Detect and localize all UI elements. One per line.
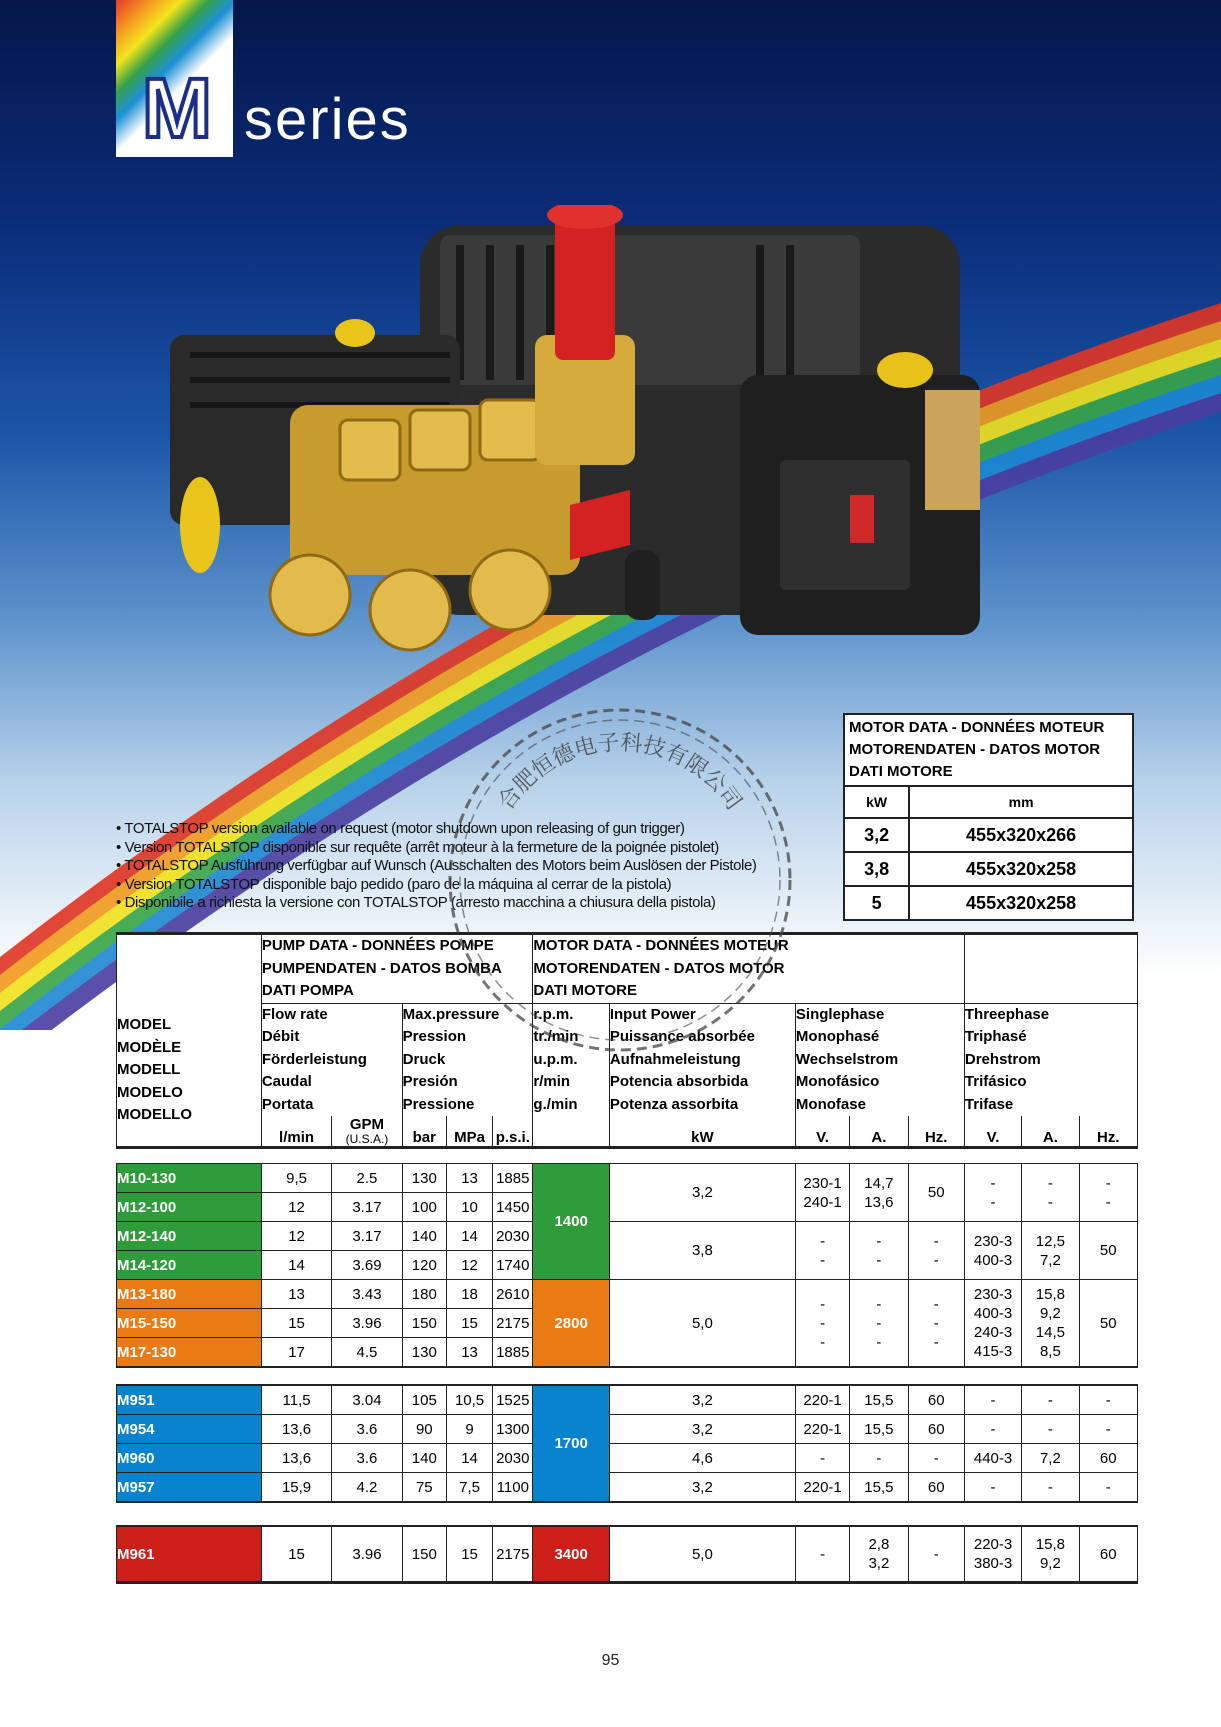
pressure-psi: 2030 — [493, 1222, 533, 1251]
power-kw: 4,6 — [609, 1444, 795, 1473]
pressure-bar: 150 — [402, 1526, 446, 1583]
pressure-mpa: 9 — [446, 1415, 492, 1444]
table-row — [117, 1473, 1138, 1503]
page-number: 95 — [601, 1652, 620, 1669]
table-separator — [117, 1502, 1138, 1526]
model-name: M15-150 — [117, 1309, 262, 1338]
unit-kw: kW — [609, 1116, 795, 1148]
model-name: M961 — [117, 1526, 262, 1583]
table-row — [117, 1222, 1138, 1251]
three-hz: - — [1079, 1385, 1137, 1415]
pressure-bar: 100 — [402, 1193, 446, 1222]
unit-three-v: V. — [964, 1116, 1021, 1148]
single-v: 220-1 — [795, 1385, 849, 1415]
model-name: M12-140 — [117, 1222, 262, 1251]
pressure-psi: 1885 — [493, 1338, 533, 1368]
series-logo — [116, 0, 233, 157]
stamp-text: 合肥恒德电子科技有限公司 — [493, 730, 747, 815]
flow-lmin: 11,5 — [261, 1385, 331, 1415]
pressure-bar: 90 — [402, 1415, 446, 1444]
pressure-mpa: 15 — [446, 1526, 492, 1583]
model-name: M954 — [117, 1415, 262, 1444]
three-a: 15,8 9,2 14,5 8,5 — [1022, 1280, 1079, 1368]
pressure-psi: 1885 — [493, 1164, 533, 1193]
flow-lmin: 12 — [261, 1222, 331, 1251]
dims-mm: 455x320x266 — [909, 818, 1133, 852]
flow-gpm: 3.17 — [332, 1222, 402, 1251]
power-kw: 3,2 — [609, 1415, 795, 1444]
table-separator — [117, 1367, 1138, 1385]
note-line: • Disponibile a richiesta la versione con TOTALSTOP (arresto macchina a chiusura della pistola) — [116, 894, 716, 912]
power-kw: 5,0 — [609, 1280, 795, 1368]
pressure-psi: 2610 — [493, 1280, 533, 1309]
rpm-value: 1700 — [533, 1385, 609, 1502]
pressure-bar: 130 — [402, 1164, 446, 1193]
pressure-psi: 2175 — [493, 1526, 533, 1583]
single-v: 220-1 — [795, 1473, 849, 1503]
table-row — [117, 1415, 1138, 1444]
single-hz: - - — [908, 1222, 964, 1280]
rpm-value: 1400 — [533, 1164, 609, 1280]
single-v: - - - — [795, 1280, 849, 1368]
pressure-psi: 2175 — [493, 1309, 533, 1338]
three-a: 12,5 7,2 — [1022, 1222, 1079, 1280]
power-kw: 5,0 — [609, 1526, 795, 1583]
header-spacer — [964, 934, 1137, 1004]
flow-lmin: 14 — [261, 1251, 331, 1280]
unit-single-hz: Hz. — [908, 1116, 964, 1148]
table-row — [117, 1385, 1138, 1415]
single-a: - - — [850, 1222, 908, 1280]
three-v: 230-3 400-3 240-3 415-3 — [964, 1280, 1021, 1368]
flow-gpm: 4.5 — [332, 1338, 402, 1368]
motor-data-header: MOTOR DATA - DONNÉES MOTEUR MOTORENDATEN - DATOS MOTOR DATI MOTORE — [533, 934, 964, 1004]
model-name: M951 — [117, 1385, 262, 1415]
unit-lmin: l/min — [261, 1116, 331, 1148]
pressure-bar: 75 — [402, 1473, 446, 1503]
series-title: series — [244, 87, 411, 152]
threephase-header: Threephase Triphasé Drehstrom Trifásico Trifase — [964, 1003, 1137, 1116]
pressure-mpa: 10 — [446, 1193, 492, 1222]
single-hz: - — [908, 1444, 964, 1473]
rpm-header: r.p.m. tr./min u.p.m. r/min g./min — [533, 1003, 609, 1116]
pressure-mpa: 14 — [446, 1444, 492, 1473]
pressure-header: Max.pressure Pression Druck Presión Pressione — [402, 1003, 533, 1116]
single-a: 15,5 — [850, 1385, 908, 1415]
dims-mm: 455x320x258 — [909, 886, 1133, 920]
three-a: 15,8 9,2 — [1022, 1526, 1079, 1583]
flow-lmin: 17 — [261, 1338, 331, 1368]
flow-gpm: 2.5 — [332, 1164, 402, 1193]
three-a: - - — [1022, 1164, 1079, 1222]
unit-three-a: A. — [1022, 1116, 1079, 1148]
single-v: 230-1 240-1 — [795, 1164, 849, 1222]
single-v: 220-1 — [795, 1415, 849, 1444]
dims-kw: 5 — [844, 886, 909, 920]
flow-gpm: 3.69 — [332, 1251, 402, 1280]
pump-motor-image — [160, 205, 1040, 725]
pressure-mpa: 15 — [446, 1309, 492, 1338]
pressure-mpa: 12 — [446, 1251, 492, 1280]
power-kw: 3,2 — [609, 1385, 795, 1415]
pressure-psi: 1525 — [493, 1385, 533, 1415]
model-name: M12-100 — [117, 1193, 262, 1222]
flow-gpm: 3.96 — [332, 1526, 402, 1583]
unit-kw: kW — [844, 786, 909, 818]
single-a: 2,8 3,2 — [850, 1526, 908, 1583]
three-hz: - - — [1079, 1164, 1137, 1222]
single-hz: 60 — [908, 1385, 964, 1415]
three-hz: 60 — [1079, 1444, 1137, 1473]
singlephase-header: Singlephase Monophasé Wechselstrom Monofásico Monofase — [795, 1003, 964, 1116]
three-a: - — [1022, 1473, 1079, 1503]
single-a: - - - — [850, 1280, 908, 1368]
flow-lmin: 15 — [261, 1309, 331, 1338]
pump-data-header: PUMP DATA - DONNÉES POMPE PUMPENDATEN - DATOS BOMBA DATI POMPA — [261, 934, 533, 1004]
unit-psi: p.s.i. — [493, 1116, 533, 1148]
flow-lmin: 15,9 — [261, 1473, 331, 1503]
dims-mm: 455x320x258 — [909, 852, 1133, 886]
note-line: • TOTALSTOP version available on request (motor shutdown upon releasing of gun trigger) — [116, 820, 685, 837]
table-row — [117, 1280, 1138, 1309]
three-v: - — [964, 1473, 1021, 1503]
single-a: 15,5 — [850, 1473, 908, 1503]
single-a: 14,7 13,6 — [850, 1164, 908, 1222]
dims-kw: 3,8 — [844, 852, 909, 886]
model-header: MODEL MODÈLE MODELL MODELO MODELLO — [117, 934, 262, 1148]
pressure-psi: 1300 — [493, 1415, 533, 1444]
three-v: - - — [964, 1164, 1021, 1222]
model-name: M14-120 — [117, 1251, 262, 1280]
unit-mpa: MPa — [446, 1116, 492, 1148]
single-v: - — [795, 1444, 849, 1473]
single-v: - — [795, 1526, 849, 1583]
rpm-value: 2800 — [533, 1280, 609, 1368]
pressure-bar: 130 — [402, 1338, 446, 1368]
table-row — [117, 1526, 1138, 1583]
three-v: - — [964, 1415, 1021, 1444]
pressure-psi: 1740 — [493, 1251, 533, 1280]
pressure-bar: 180 — [402, 1280, 446, 1309]
three-v: 220-3 380-3 — [964, 1526, 1021, 1583]
note-line: • Version TOTALSTOP disponible sur requête (arrêt moteur à la fermeture de la poignée pistolet) — [116, 838, 719, 856]
motor-dimensions-table — [843, 713, 1134, 921]
unit-rpm-blank — [533, 1116, 609, 1148]
three-v: 440-3 — [964, 1444, 1021, 1473]
unit-single-v: V. — [795, 1116, 849, 1148]
three-hz: - — [1079, 1473, 1137, 1503]
totalstop-notes — [116, 820, 836, 913]
single-hz: - - - — [908, 1280, 964, 1368]
pressure-psi: 2030 — [493, 1444, 533, 1473]
flow-gpm: 3.17 — [332, 1193, 402, 1222]
table-row — [117, 1444, 1138, 1473]
table-row — [117, 1164, 1138, 1193]
note-line: • Version TOTALSTOP disponible bajo pedido (paro de la máquina al cerrar de la pistola) — [116, 875, 672, 893]
model-name: M960 — [117, 1444, 262, 1473]
note-line: • TOTALSTOP Ausführung verfügbar auf Wunsch (Ausschalten des Motors beim Auslösen der Pistole) — [116, 857, 757, 875]
three-v: - — [964, 1385, 1021, 1415]
model-name: M13-180 — [117, 1280, 262, 1309]
power-header: Input Power Puissance absorbée Aufnahmeleistung Potencia absorbida Potenza assorbita — [609, 1003, 795, 1116]
flow-gpm: 3.96 — [332, 1309, 402, 1338]
single-v: - - — [795, 1222, 849, 1280]
flow-gpm: 4.2 — [332, 1473, 402, 1503]
single-hz: - — [908, 1526, 964, 1583]
single-hz: 60 — [908, 1415, 964, 1444]
pressure-mpa: 7,5 — [446, 1473, 492, 1503]
model-name: M17-130 — [117, 1338, 262, 1368]
pressure-bar: 140 — [402, 1222, 446, 1251]
pressure-psi: 1450 — [493, 1193, 533, 1222]
rpm-value: 3400 — [533, 1526, 609, 1583]
single-a: 15,5 — [850, 1415, 908, 1444]
flow-lmin: 9,5 — [261, 1164, 331, 1193]
unit-bar: bar — [402, 1116, 446, 1148]
flow-gpm: 3.04 — [332, 1385, 402, 1415]
flow-lmin: 15 — [261, 1526, 331, 1583]
unit-gpm — [332, 1116, 402, 1148]
table-separator — [117, 1148, 1138, 1164]
pressure-bar: 105 — [402, 1385, 446, 1415]
power-kw: 3,2 — [609, 1164, 795, 1222]
pressure-mpa: 13 — [446, 1164, 492, 1193]
three-hz: 60 — [1079, 1526, 1137, 1583]
power-kw: 3,8 — [609, 1222, 795, 1280]
three-a: - — [1022, 1415, 1079, 1444]
single-a: - — [850, 1444, 908, 1473]
three-a: - — [1022, 1385, 1079, 1415]
flow-gpm: 3.6 — [332, 1444, 402, 1473]
flow-header: Flow rate Débit Förderleistung Caudal Portata — [261, 1003, 402, 1116]
pressure-psi: 1100 — [493, 1473, 533, 1503]
three-hz: 50 — [1079, 1222, 1137, 1280]
unit-gpm-label: GPM — [349, 1116, 385, 1133]
flow-gpm: 3.43 — [332, 1280, 402, 1309]
pressure-mpa: 13 — [446, 1338, 492, 1368]
pressure-mpa: 14 — [446, 1222, 492, 1251]
pressure-bar: 150 — [402, 1309, 446, 1338]
unit-gpm-sub: (U.S.A.) — [345, 1132, 389, 1146]
motor-dims-title: MOTOR DATA - DONNÉES MOTEUR MOTORENDATEN - DATOS MOTOR DATI MOTORE — [844, 714, 1133, 786]
three-hz: - — [1079, 1415, 1137, 1444]
pressure-mpa: 18 — [446, 1280, 492, 1309]
flow-lmin: 13,6 — [261, 1444, 331, 1473]
three-v: 230-3 400-3 — [964, 1222, 1021, 1280]
flow-gpm: 3.6 — [332, 1415, 402, 1444]
pressure-bar: 140 — [402, 1444, 446, 1473]
model-name: M957 — [117, 1473, 262, 1503]
model-name: M10-130 — [117, 1164, 262, 1193]
flow-lmin: 13,6 — [261, 1415, 331, 1444]
unit-mm: mm — [909, 786, 1133, 818]
flow-lmin: 12 — [261, 1193, 331, 1222]
three-hz: 50 — [1079, 1280, 1137, 1368]
pressure-mpa: 10,5 — [446, 1385, 492, 1415]
pressure-bar: 120 — [402, 1251, 446, 1280]
unit-three-hz: Hz. — [1079, 1116, 1137, 1148]
three-a: 7,2 — [1022, 1444, 1079, 1473]
dims-kw: 3,2 — [844, 818, 909, 852]
flow-lmin: 13 — [261, 1280, 331, 1309]
single-hz: 50 — [908, 1164, 964, 1222]
logo-letter: M — [142, 61, 212, 155]
single-hz: 60 — [908, 1473, 964, 1503]
unit-single-a: A. — [850, 1116, 908, 1148]
specifications-table — [116, 932, 1138, 1584]
power-kw: 3,2 — [609, 1473, 795, 1503]
